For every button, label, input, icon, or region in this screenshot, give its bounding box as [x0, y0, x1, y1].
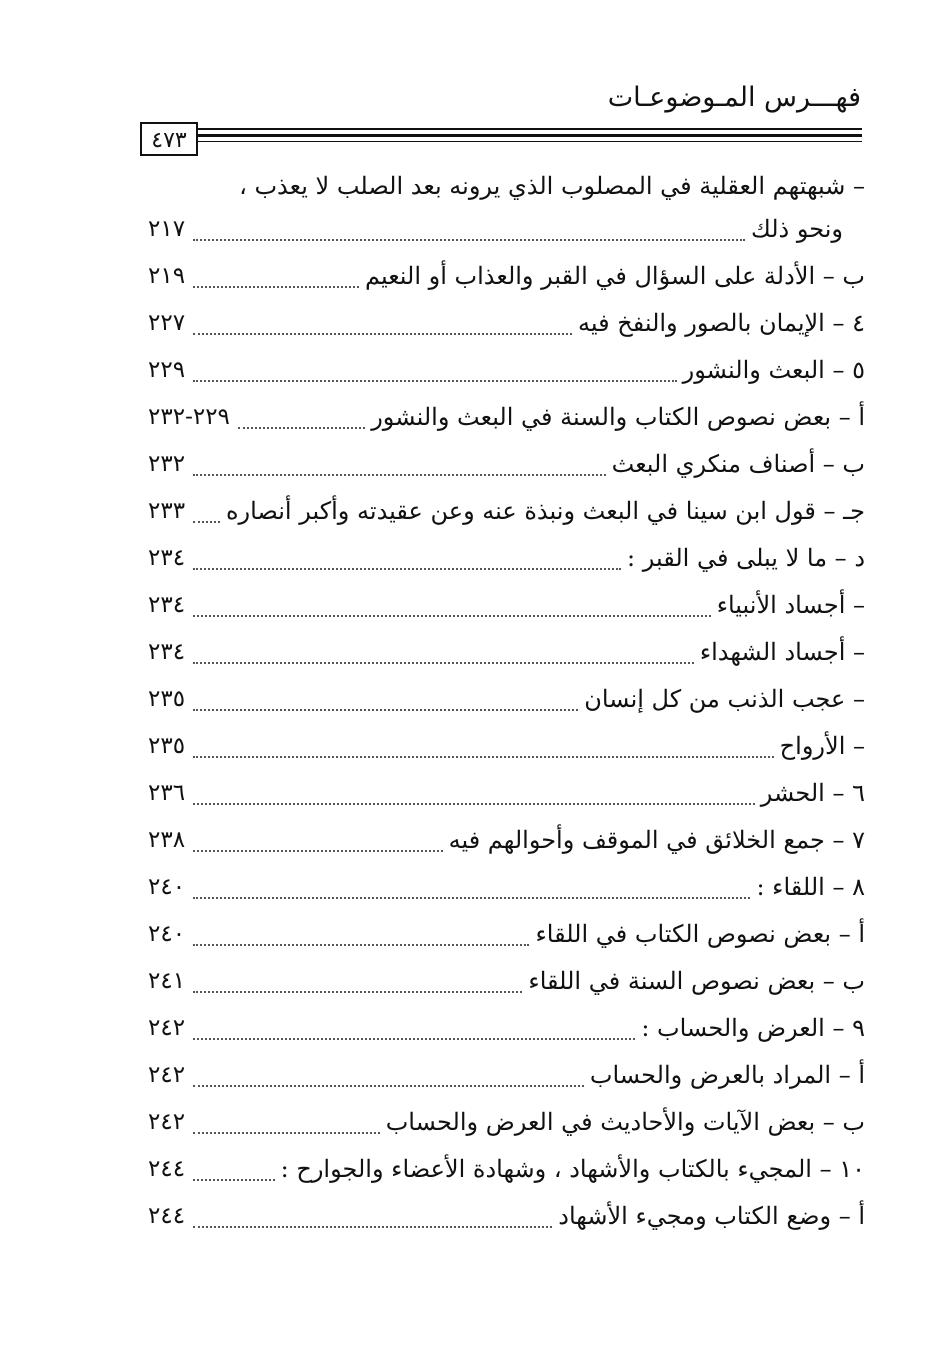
toc-entry-title: – أجساد الأنبياء — [716, 591, 865, 619]
toc-entry-title: – الأرواح — [779, 732, 865, 760]
dot-leader — [193, 615, 711, 617]
toc-entry-page: ٢٣٨ — [148, 827, 186, 853]
toc-entry — [148, 1146, 865, 1193]
toc-entry — [148, 629, 865, 676]
toc-entry-title: ب – الأدلة على السؤال في القبر والعذاب أو النعيم — [364, 262, 865, 290]
toc-entry-page: ٢٣٤ — [148, 592, 186, 618]
toc-entry-page: ٢٤٤ — [148, 1156, 186, 1182]
dot-leader — [193, 991, 522, 993]
toc-entry-title: ب – أصناف منكري البعث — [611, 450, 865, 478]
toc-entry-page: ٢٤٢ — [148, 1109, 186, 1135]
dot-leader — [193, 756, 774, 758]
toc-entry-title: ب – بعض نصوص السنة في اللقاء — [528, 967, 865, 995]
toc-entry-page: ٢٤٢ — [148, 1015, 186, 1041]
toc-entry — [148, 1099, 865, 1146]
toc-entry — [148, 817, 865, 864]
toc-entry-title: جـ – قول ابن سينا في البعث ونبذة عنه وعن عقيدته وأكبر أنصاره — [225, 497, 865, 525]
toc-entry-page: ٢١٩ — [148, 263, 186, 289]
toc-entry-title: ٥ – البعث والنشور — [682, 356, 865, 384]
toc-entry — [148, 1005, 865, 1052]
toc-entry — [148, 535, 865, 582]
dot-leader — [193, 944, 529, 946]
toc-entry-title: أ – وضع الكتاب ومجيء الأشهاد — [558, 1202, 865, 1230]
toc-entry-title: ١٠ – المجيء بالكتاب والأشهاد ، وشهادة الأعضاء والجوارح : — [280, 1155, 865, 1183]
toc-entry — [148, 911, 865, 958]
dot-leader — [193, 897, 750, 899]
toc-entry — [148, 347, 865, 394]
toc-entry-page: ٢٣٤ — [148, 545, 186, 571]
toc-entry — [148, 676, 865, 723]
toc-entry-page: ٢٤١ — [148, 968, 186, 994]
header-rule — [198, 141, 862, 142]
running-head-title: فهـــرس المـوضوعـات — [607, 82, 861, 113]
toc-entry — [148, 253, 865, 300]
dot-leader — [193, 286, 359, 288]
dot-leader — [193, 568, 621, 570]
dot-leader — [193, 803, 755, 805]
toc-entry — [148, 166, 865, 206]
toc-entry-page: ٢٤٢ — [148, 1062, 186, 1088]
toc-entry-page: ٢١٧ — [148, 216, 186, 242]
toc-entry-page: ٢٢٩-٢٣٢ — [148, 404, 230, 430]
dot-leader — [238, 427, 365, 429]
toc-entry-page: ٢٤٠ — [148, 874, 186, 900]
page-number-box: ٤٧٣ — [140, 122, 198, 156]
toc-entry-title: أ – بعض نصوص الكتاب في اللقاء — [535, 920, 865, 948]
dot-leader — [193, 1038, 635, 1040]
header-rule — [198, 128, 862, 130]
toc-entry-title: ونحو ذلك — [750, 215, 843, 243]
toc-entry — [148, 723, 865, 770]
toc-entry-title: ٤ – الإيمان بالصور والنفخ فيه — [577, 309, 865, 337]
toc-entry-page: ٢٢٧ — [148, 310, 186, 336]
toc-entry — [148, 488, 865, 535]
toc-entry — [148, 1052, 865, 1099]
dot-leader — [193, 521, 220, 523]
toc-entry-title: ٦ – الحشر — [760, 779, 865, 807]
toc-entry — [148, 1193, 865, 1240]
toc-entry-page: ٢٣٣ — [148, 498, 186, 524]
toc-entry-title: – عجب الذنب من كل إنسان — [584, 685, 865, 713]
toc-entry — [148, 958, 865, 1005]
dot-leader — [193, 380, 677, 382]
dot-leader — [193, 474, 606, 476]
toc-entry-page: ٢٤٤ — [148, 1203, 186, 1229]
toc-entry — [148, 206, 865, 253]
dot-leader — [193, 239, 745, 241]
toc-entry — [148, 770, 865, 817]
toc-entry-title: ٩ – العرض والحساب : — [641, 1014, 865, 1042]
toc-entry-title: د – ما لا يبلى في القبر : — [627, 544, 865, 572]
toc-entry-title: ٨ – اللقاء : — [756, 873, 865, 901]
toc-entry-title: أ – المراد بالعرض والحساب — [589, 1061, 865, 1089]
toc-entry-page: ٢٣٥ — [148, 686, 186, 712]
dot-leader — [193, 1226, 552, 1228]
dot-leader — [193, 1132, 380, 1134]
toc-entry-page: ٢٣٢ — [148, 451, 186, 477]
toc-entry — [148, 300, 865, 347]
dot-leader — [193, 709, 578, 711]
dot-leader — [193, 662, 694, 664]
toc-entry-page: ٢٣٦ — [148, 780, 186, 806]
dot-leader — [193, 333, 572, 335]
toc-entry-page: ٢٣٤ — [148, 639, 186, 665]
toc-entry-page: ٢٣٥ — [148, 733, 186, 759]
toc-entry-title: – أجساد الشهداء — [699, 638, 865, 666]
toc-entry-title: ٧ – جمع الخلائق في الموقف وأحوالهم فيه — [448, 826, 865, 854]
dot-leader — [193, 1085, 584, 1087]
toc-entry-page: ٢٢٩ — [148, 357, 186, 383]
toc-entry — [148, 394, 865, 441]
toc-entry-page: ٢٤٠ — [148, 921, 186, 947]
header-rule — [198, 134, 862, 137]
toc-entry — [148, 864, 865, 911]
dot-leader — [193, 1179, 275, 1181]
toc-entry — [148, 582, 865, 629]
table-of-contents — [148, 166, 865, 1240]
toc-entry-title: أ – بعض نصوص الكتاب والسنة في البعث والنشور — [371, 403, 865, 431]
toc-entry-title: – شبهتهم العقلية في المصلوب الذي يرونه بعد الصلب لا يعذب ، — [239, 172, 865, 200]
dot-leader — [193, 850, 443, 852]
toc-entry-title: ب – بعض الآيات والأحاديث في العرض والحساب — [385, 1108, 865, 1136]
toc-entry — [148, 441, 865, 488]
